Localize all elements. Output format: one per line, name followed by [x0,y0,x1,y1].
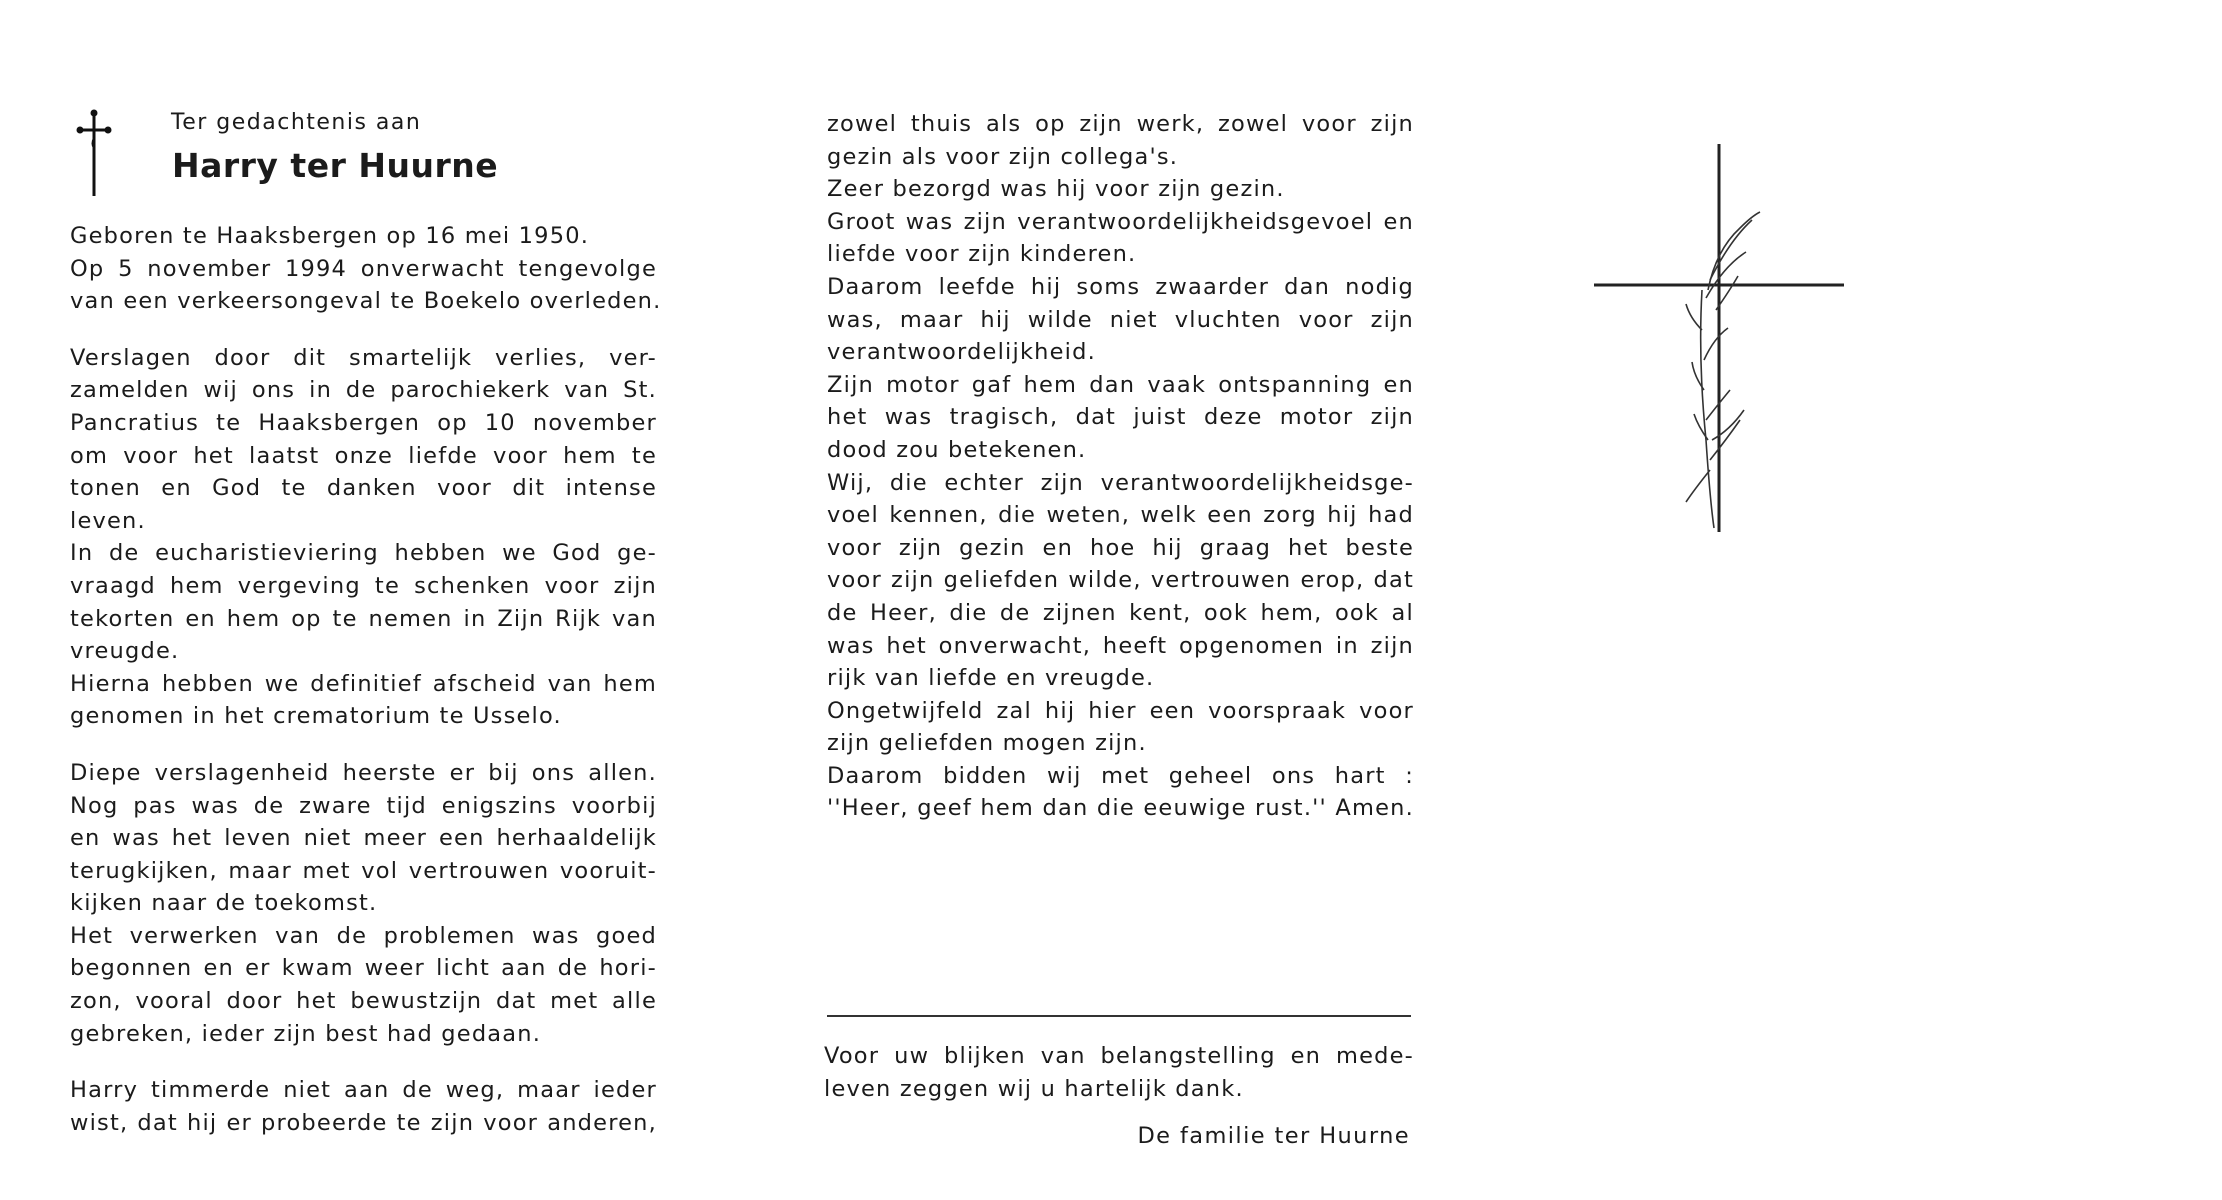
text-line: was het onverwacht, heeft opgenomen in zijn [827,632,1414,659]
text-line: de Heer, die de zijnen kent, ook hem, ook al [827,599,1414,626]
text-line: voor zijn geliefden wilde, vertrouwen erop, dat [827,567,1414,594]
text-line: tekorten en hem op te nemen in Zijn Rijk van [70,605,657,632]
text-line: In de eucharistieviering hebben we God ge- [70,540,657,567]
text-line: ''Heer, geef hem dan die eeuwige rust.'' Amen. [827,795,1414,822]
deceased-name: Harry ter Huurne [172,146,499,185]
text-line: Groot was zijn verantwoordelijkheidsgevoel en [827,208,1414,235]
text-line: Diepe verslagenheid heerste er bij ons allen. [70,759,657,786]
text-line: Geboren te Haaksbergen op 16 mei 1950. [70,223,590,249]
text-line: Het verwerken van de problemen was goed [70,922,657,949]
text-line: Nog pas was de zware tijd enigszins voorbij [70,792,657,819]
text-line: leven. [70,507,146,534]
text-line: Hierna hebben we definitief afscheid van hem [70,670,657,697]
text-line: voor zijn gezin en hoe hij graag het beste [827,534,1414,561]
text-line: Verslagen door dit smartelijk verlies, ver- [70,344,657,371]
text-line: Zijn motor gaf hem dan vaak ontspanning en [827,371,1414,398]
text-line: voel kennen, die weten, welk een zorg hij had [827,502,1414,529]
intro-text: Ter gedachtenis aan [171,110,422,135]
character-paragraph [70,1074,657,1139]
text-line: Ongetwijfeld zal hij hier een voorspraak voor [827,697,1414,724]
text-line: begonnen en er kwam weer licht aan de hori- [70,955,657,982]
middle-text-column [827,108,1414,825]
text-line: zijn geliefden mogen zijn. [827,730,1147,757]
text-line: zon, vooral door het bewustzijn dat met alle [70,988,657,1015]
text-line: kijken naar de toekomst. [70,890,378,917]
text-line: Voor uw blijken van belangstelling en mede- [824,1043,1414,1069]
left-text-column [70,220,662,1139]
text-line: verantwoordelijkheid. [827,339,1096,366]
text-line: terugkijken, maar met vol vertrouwen vooruit- [70,857,657,884]
cross-icon [74,108,114,198]
text-line: het was tragisch, dat juist deze motor zijn [827,404,1414,431]
text-line: genomen in het crematorium te Usselo. [70,703,562,730]
birth-death-paragraph [70,220,662,318]
text-line: Op 5 november 1994 onverwacht tengevolge [70,255,657,282]
character-paragraph-continued [827,108,1414,825]
text-line: om voor het laatst onze liefde voor hem te [70,442,657,469]
funeral-paragraph [70,342,657,733]
text-line: liefde voor zijn kinderen. [827,241,1137,268]
text-line: van een verkeersongeval te Boekelo overleden. [70,288,662,315]
text-line: Harry timmerde niet aan de weg, maar ieder [70,1077,657,1104]
divider-line [827,1015,1411,1017]
text-line: dood zou betekenen. [827,436,1087,463]
text-line: vreugde. [70,638,180,665]
text-line: rijk van liefde en vreugde. [827,665,1155,692]
text-line: Pancratius te Haaksbergen op 10 november [70,409,657,436]
text-line: leven zeggen wij u hartelijk dank. [824,1075,1244,1102]
text-line: Daarom bidden wij met geheel ons hart : [827,762,1414,789]
text-line: gezin als voor zijn collega's. [827,143,1179,170]
family-signature: De familie ter Huurne [1137,1123,1410,1149]
text-line: Wij, die echter zijn verantwoordelijkheidsge- [827,469,1414,496]
text-line: vraagd hem vergeving te schenken voor zijn [70,572,657,599]
text-line: zowel thuis als op zijn werk, zowel voor zijn [827,111,1414,137]
text-line: en was het leven niet meer een herhaaldelijk [70,825,657,852]
text-line: was, maar hij wilde niet vluchten voor zijn [827,306,1414,333]
text-line: tonen en God te danken voor dit intense [70,475,657,502]
text-line: Zeer bezorgd was hij voor zijn gezin. [827,176,1285,203]
text-line: gebreken, ieder zijn best had gedaan. [70,1020,542,1047]
text-line: Daarom leefde hij soms zwaarder dan nodig [827,273,1414,300]
thanks-text [824,1040,1414,1105]
text-line: zamelden wij ons in de parochiekerk van St. [70,377,657,404]
cross-with-leaves-icon [1590,140,1850,540]
grief-paragraph [70,757,657,1050]
text-line: wist, dat hij er probeerde te zijn voor anderen, [70,1109,657,1136]
